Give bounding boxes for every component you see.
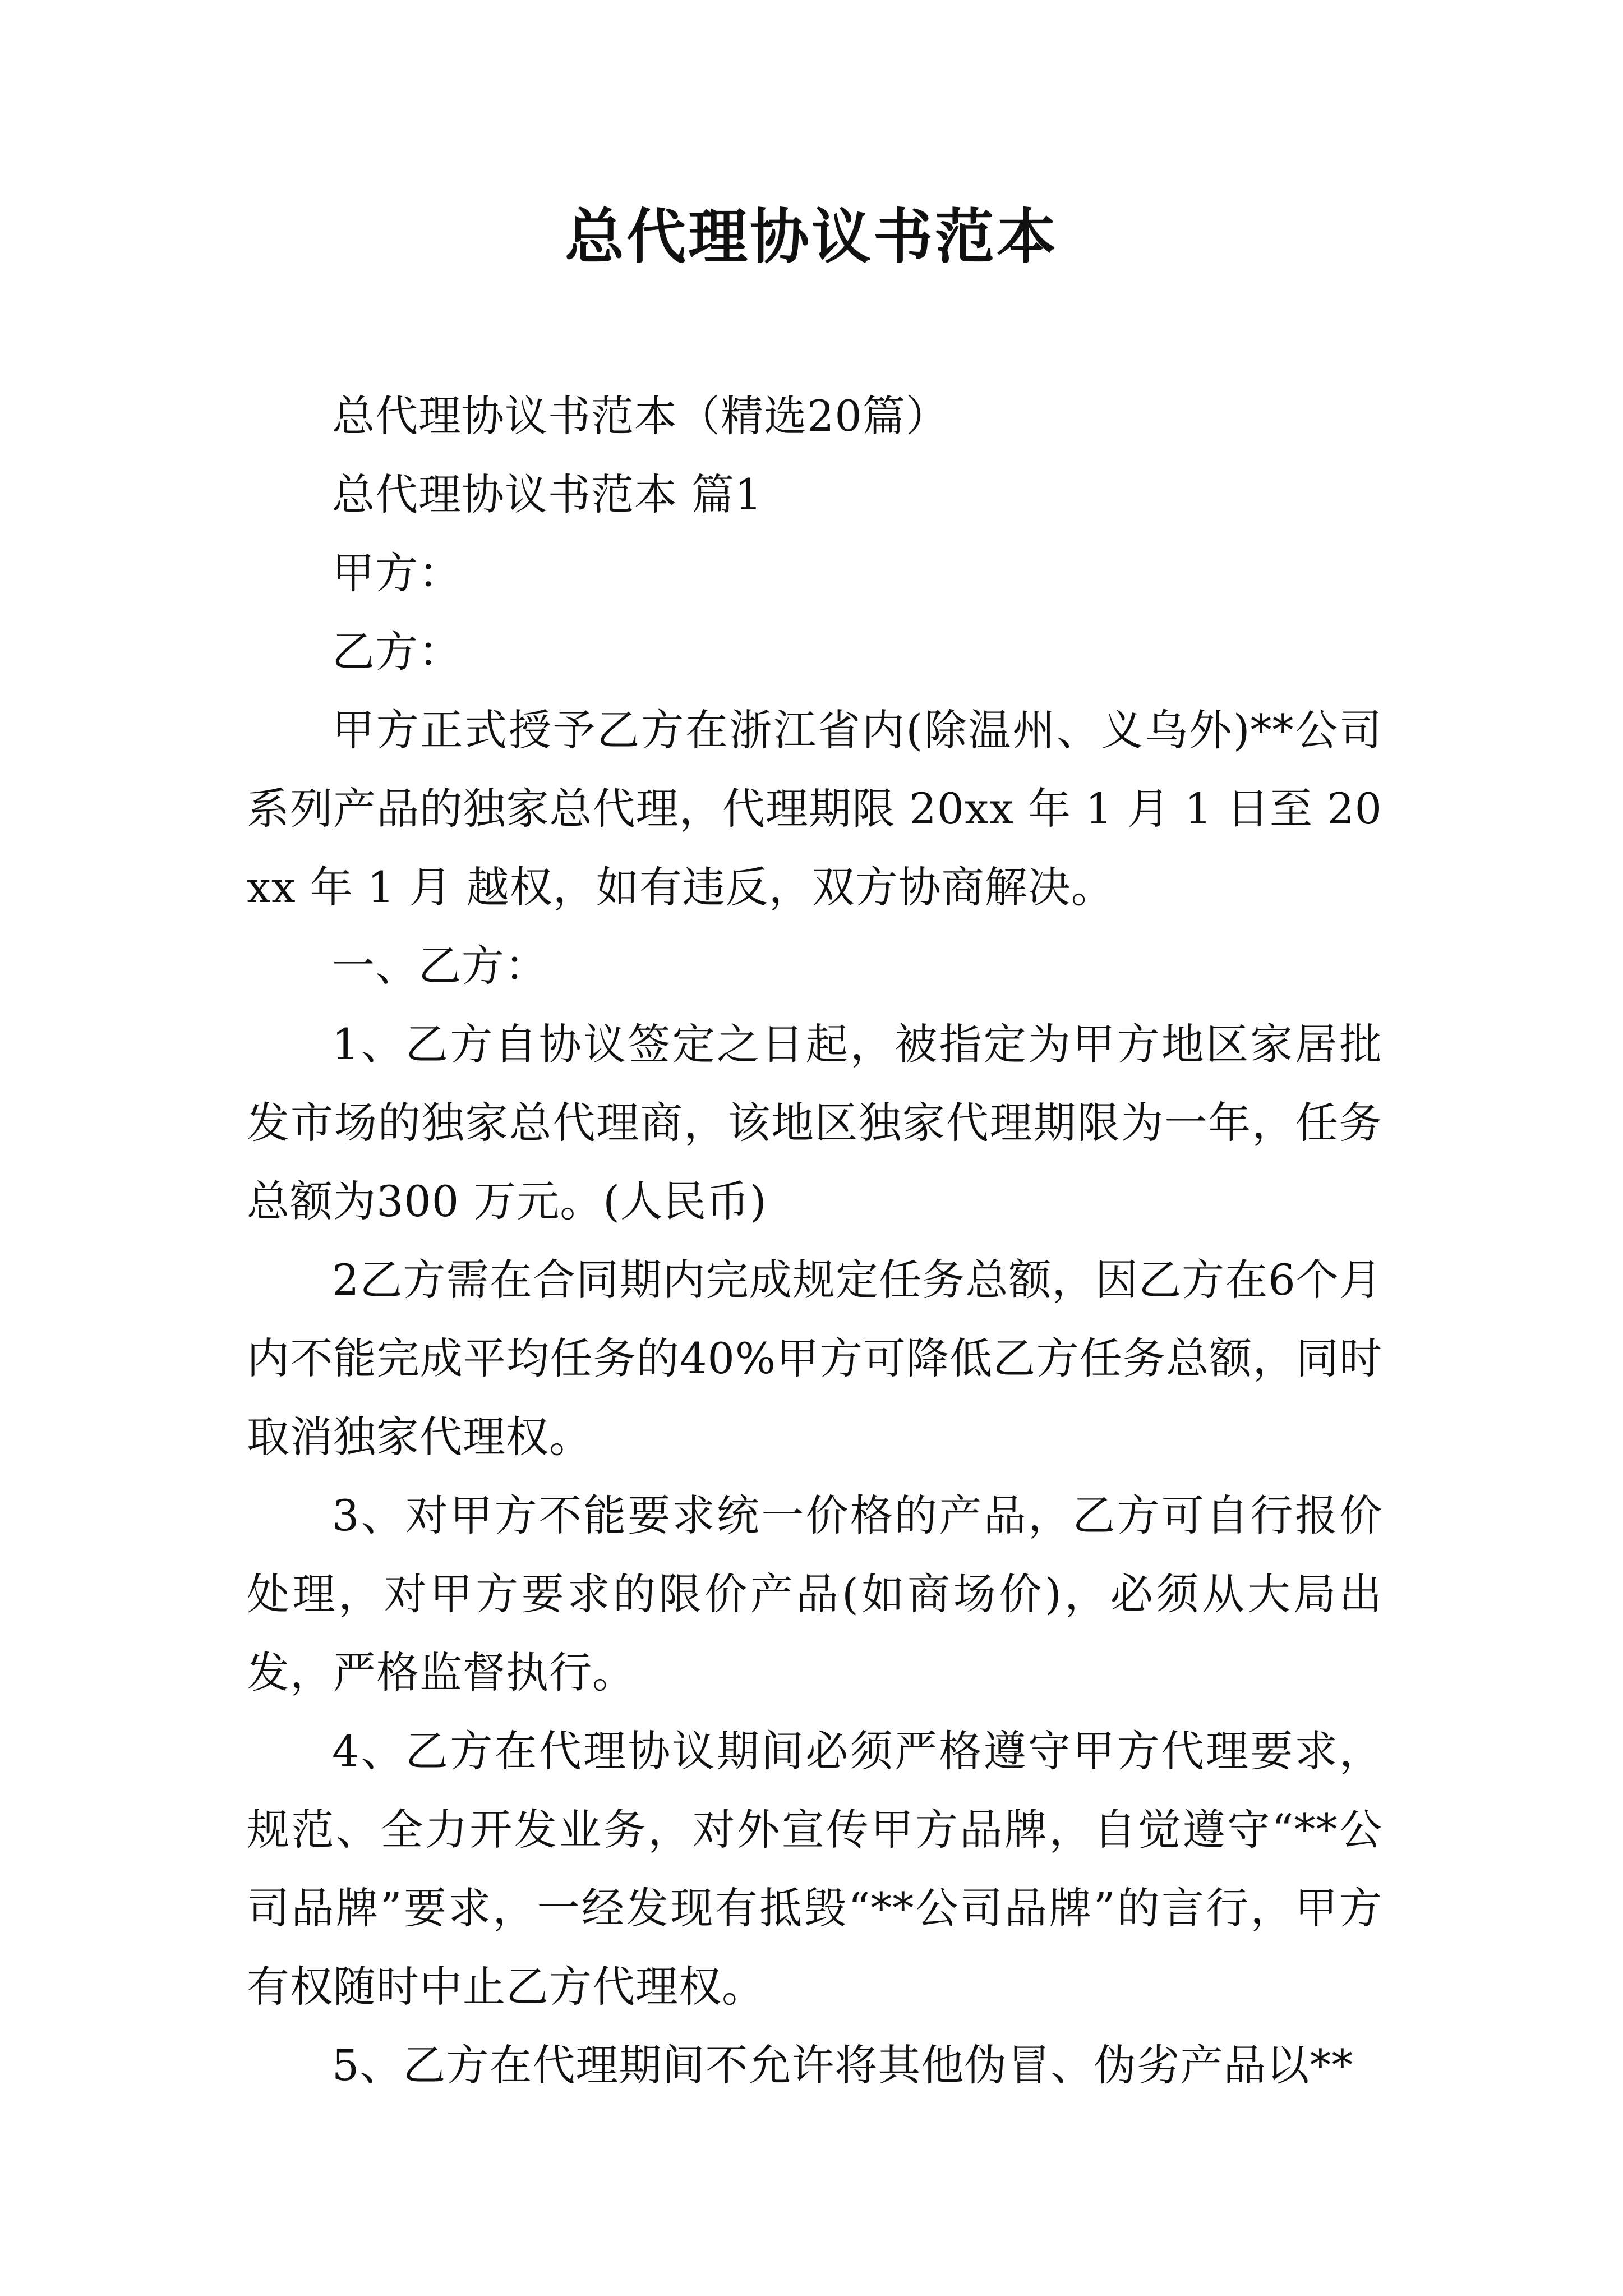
paragraph-section-heading: 总代理协议书范本 篇1 xyxy=(332,470,763,519)
paragraph-clause-5: 5、乙方在代理期间不允许将其他伪冒、伪劣产品以** xyxy=(332,2040,1354,2090)
paragraph-grant: 甲方正式授予乙方在浙江省内(除温州、义乌外)**公司系列产品的独家总代理，代理期限 20xx 年 1 月 1 日至 20xx 年 1 月 越权，如有违反，双方协商解决。 xyxy=(247,705,1382,912)
paragraph-clause-3: 3、对甲方不能要求统一价格的产品，乙方可自行报价处理，对甲方要求的限价产品(如商场价)，必须从大局出发，严格监督执行。 xyxy=(247,1490,1382,1697)
document-title: 总代理协议书范本 xyxy=(565,201,1058,272)
paragraph-subtitle: 总代理协议书范本（精选20篇） xyxy=(332,391,949,441)
paragraph-clause-2: 2乙方需在合同期内完成规定任务总额，因乙方在6个月内不能完成平均任务的40%甲方可降低乙方任务总额，同时取消独家代理权。 xyxy=(247,1255,1382,1462)
paragraph-party-a: 甲方： xyxy=(332,548,462,598)
paragraph-clause-1: 1、乙方自协议签定之日起，被指定为甲方地区家居批发市场的独家总代理商，该地区独家代理期限为一年，任务总额为300 万元。(人民币) xyxy=(247,1019,1382,1226)
paragraph-clause-4: 4、乙方在代理协议期间必须严格遵守甲方代理要求，规范、全力开发业务，对外宣传甲方品牌，自觉遵守“**公司品牌”要求，一经发现有抵毁“**公司品牌”的言行，甲方有权随时中止乙方代理权。 xyxy=(247,1726,1382,2012)
paragraph-party-b: 乙方： xyxy=(332,627,462,677)
paragraph-clause-heading: 一、乙方： xyxy=(332,941,548,991)
document-body xyxy=(247,377,1382,2105)
